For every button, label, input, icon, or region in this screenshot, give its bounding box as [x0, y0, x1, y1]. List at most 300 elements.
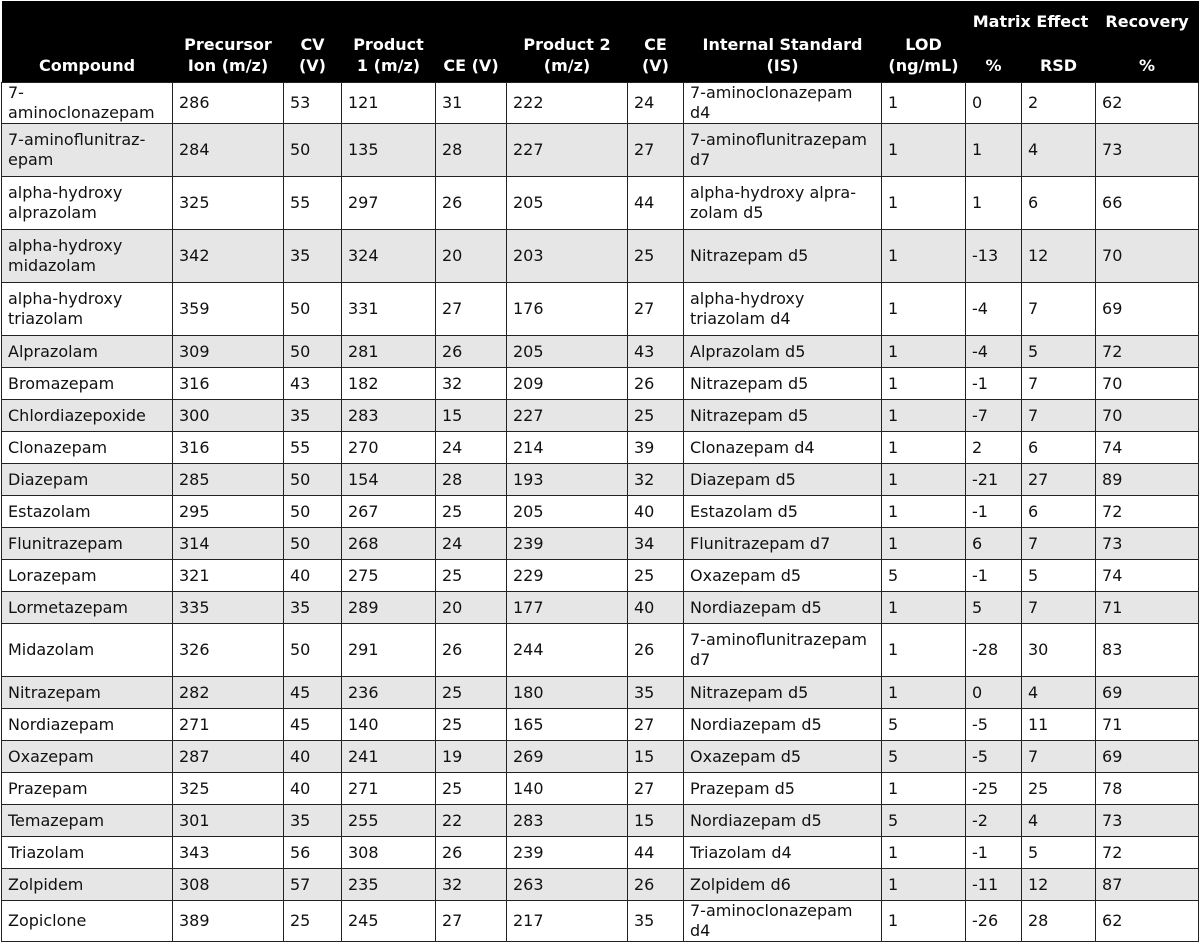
cell-cv: 53: [284, 83, 342, 124]
cell-product1: 331: [342, 283, 436, 336]
cell-matrix-pct: -28: [966, 624, 1022, 677]
cell-product2: 165: [507, 709, 628, 741]
cell-ce1: 28: [436, 464, 507, 496]
cell-lod: 1: [882, 283, 966, 336]
cell-ce1: 32: [436, 869, 507, 901]
cell-product1: 291: [342, 624, 436, 677]
cell-matrix-pct: 1: [966, 177, 1022, 230]
table-row: [2, 432, 1199, 464]
cell-product1: 241: [342, 741, 436, 773]
header-ce1: CE (V): [436, 1, 507, 83]
cell-precursor: 316: [173, 432, 284, 464]
table-row: [2, 283, 1199, 336]
cell-ce2: 44: [628, 177, 684, 230]
cell-ce2: 44: [628, 837, 684, 869]
cell-matrix-rsd: 6: [1022, 432, 1096, 464]
cell-lod: 1: [882, 432, 966, 464]
cell-product1: 283: [342, 400, 436, 432]
cell-internal-standard: Prazepam d5: [684, 773, 882, 805]
cell-product1: 308: [342, 837, 436, 869]
table-header: [2, 1, 1199, 83]
cell-recovery: 70: [1096, 230, 1199, 283]
cell-lod: 1: [882, 624, 966, 677]
cell-matrix-rsd: 7: [1022, 592, 1096, 624]
cell-product1: 140: [342, 709, 436, 741]
cell-ce1: 25: [436, 496, 507, 528]
cell-matrix-pct: -21: [966, 464, 1022, 496]
cell-matrix-pct: 2: [966, 432, 1022, 464]
header-internal-standard: Internal Standard (IS): [684, 1, 882, 83]
cell-precursor: 300: [173, 400, 284, 432]
cell-compound: 7-aminoflunitraz-epam: [2, 124, 173, 177]
cell-cv: 40: [284, 560, 342, 592]
header-lod: LOD (ng/mL): [882, 1, 966, 83]
table-row: [2, 624, 1199, 677]
cell-product2: 217: [507, 901, 628, 942]
cell-product2: 283: [507, 805, 628, 837]
cell-precursor: 271: [173, 709, 284, 741]
cell-matrix-rsd: 5: [1022, 837, 1096, 869]
cell-internal-standard: alpha-hydroxy triazolam d4: [684, 283, 882, 336]
cell-product2: 180: [507, 677, 628, 709]
cell-cv: 43: [284, 368, 342, 400]
cell-ce1: 25: [436, 709, 507, 741]
table-row: [2, 230, 1199, 283]
header-recovery: Recovery: [1096, 1, 1199, 32]
cell-product2: 229: [507, 560, 628, 592]
cell-product1: 135: [342, 124, 436, 177]
cell-internal-standard: Oxazepam d5: [684, 741, 882, 773]
cell-matrix-rsd: 7: [1022, 368, 1096, 400]
cell-ce1: 25: [436, 560, 507, 592]
cell-internal-standard: Flunitrazepam d7: [684, 528, 882, 560]
cell-product2: 239: [507, 528, 628, 560]
table-row: [2, 528, 1199, 560]
cell-compound: Lormetazepam: [2, 592, 173, 624]
header-cv: CV (V): [284, 1, 342, 83]
cell-precursor: 286: [173, 83, 284, 124]
header-product1: Product 1 (m/z): [342, 1, 436, 83]
cell-precursor: 335: [173, 592, 284, 624]
cell-matrix-rsd: 11: [1022, 709, 1096, 741]
cell-ce2: 25: [628, 400, 684, 432]
cell-precursor: 287: [173, 741, 284, 773]
cell-ce2: 32: [628, 464, 684, 496]
cell-product1: 268: [342, 528, 436, 560]
cell-recovery: 74: [1096, 560, 1199, 592]
cell-recovery: 69: [1096, 741, 1199, 773]
cell-ce2: 35: [628, 677, 684, 709]
cell-recovery: 78: [1096, 773, 1199, 805]
cell-ce2: 26: [628, 869, 684, 901]
cell-cv: 40: [284, 773, 342, 805]
cell-matrix-rsd: 7: [1022, 528, 1096, 560]
cell-product1: 267: [342, 496, 436, 528]
cell-precursor: 321: [173, 560, 284, 592]
cell-lod: 1: [882, 496, 966, 528]
cell-product1: 289: [342, 592, 436, 624]
cell-internal-standard: alpha-hydroxy alpra-zolam d5: [684, 177, 882, 230]
cell-product1: 297: [342, 177, 436, 230]
cell-product2: 214: [507, 432, 628, 464]
cell-cv: 40: [284, 741, 342, 773]
cell-ce1: 26: [436, 624, 507, 677]
cell-product2: 227: [507, 124, 628, 177]
table-row: [2, 773, 1199, 805]
cell-lod: 1: [882, 400, 966, 432]
cell-cv: 45: [284, 677, 342, 709]
cell-product2: 239: [507, 837, 628, 869]
cell-cv: 50: [284, 124, 342, 177]
cell-precursor: 282: [173, 677, 284, 709]
cell-recovery: 72: [1096, 496, 1199, 528]
cell-recovery: 62: [1096, 901, 1199, 942]
cell-cv: 35: [284, 400, 342, 432]
cell-matrix-pct: 1: [966, 124, 1022, 177]
table-row: [2, 837, 1199, 869]
table-row: [2, 560, 1199, 592]
cell-product2: 177: [507, 592, 628, 624]
cell-recovery: 70: [1096, 368, 1199, 400]
cell-matrix-pct: 6: [966, 528, 1022, 560]
cell-product2: 263: [507, 869, 628, 901]
cell-precursor: 309: [173, 336, 284, 368]
cell-ce1: 22: [436, 805, 507, 837]
cell-lod: 1: [882, 773, 966, 805]
cell-internal-standard: Diazepam d5: [684, 464, 882, 496]
cell-recovery: 73: [1096, 124, 1199, 177]
cell-internal-standard: Triazolam d4: [684, 837, 882, 869]
cell-ce1: 32: [436, 368, 507, 400]
cell-cv: 55: [284, 432, 342, 464]
table-row: [2, 805, 1199, 837]
cell-matrix-rsd: 30: [1022, 624, 1096, 677]
cell-ce2: 25: [628, 230, 684, 283]
cell-compound: Midazolam: [2, 624, 173, 677]
cell-matrix-rsd: 5: [1022, 560, 1096, 592]
cell-cv: 50: [284, 283, 342, 336]
cell-recovery: 72: [1096, 336, 1199, 368]
cell-lod: 5: [882, 709, 966, 741]
cell-internal-standard: Estazolam d5: [684, 496, 882, 528]
cell-ce2: 15: [628, 741, 684, 773]
cell-recovery: 71: [1096, 592, 1199, 624]
cell-product1: 182: [342, 368, 436, 400]
cell-product2: 193: [507, 464, 628, 496]
cell-matrix-rsd: 7: [1022, 283, 1096, 336]
cell-internal-standard: Nitrazepam d5: [684, 368, 882, 400]
cell-product1: 324: [342, 230, 436, 283]
cell-product1: 270: [342, 432, 436, 464]
cell-matrix-pct: -5: [966, 741, 1022, 773]
cell-matrix-pct: -1: [966, 368, 1022, 400]
cell-matrix-pct: -4: [966, 336, 1022, 368]
cell-precursor: 343: [173, 837, 284, 869]
cell-product2: 205: [507, 336, 628, 368]
cell-compound: Bromazepam: [2, 368, 173, 400]
cell-product2: 205: [507, 177, 628, 230]
cell-recovery: 69: [1096, 677, 1199, 709]
cell-product2: 140: [507, 773, 628, 805]
cell-ce2: 25: [628, 560, 684, 592]
cell-matrix-rsd: 12: [1022, 869, 1096, 901]
cell-precursor: 326: [173, 624, 284, 677]
cell-lod: 5: [882, 560, 966, 592]
table-row: [2, 592, 1199, 624]
cell-ce2: 15: [628, 805, 684, 837]
cell-ce1: 25: [436, 773, 507, 805]
cell-compound: Estazolam: [2, 496, 173, 528]
cell-internal-standard: 7-aminoflunitrazepam d7: [684, 124, 882, 177]
cell-product1: 245: [342, 901, 436, 942]
cell-compound: Diazepam: [2, 464, 173, 496]
cell-ce1: 24: [436, 528, 507, 560]
cell-ce1: 26: [436, 177, 507, 230]
cell-compound: Zolpidem: [2, 869, 173, 901]
table-row: [2, 336, 1199, 368]
cell-lod: 1: [882, 368, 966, 400]
cell-ce2: 40: [628, 592, 684, 624]
cell-compound: alpha-hydroxy midazolam: [2, 230, 173, 283]
cell-internal-standard: Nitrazepam d5: [684, 400, 882, 432]
cell-internal-standard: Nordiazepam d5: [684, 709, 882, 741]
cell-lod: 1: [882, 901, 966, 942]
cell-lod: 1: [882, 124, 966, 177]
table-row: [2, 368, 1199, 400]
cell-compound: Zopiclone: [2, 901, 173, 942]
header-recovery-pct: %: [1096, 32, 1199, 83]
compound-table: [1, 1, 1199, 942]
cell-internal-standard: 7-aminoclonazepam d4: [684, 901, 882, 942]
cell-lod: 1: [882, 336, 966, 368]
cell-product2: 203: [507, 230, 628, 283]
cell-precursor: 389: [173, 901, 284, 942]
cell-lod: 1: [882, 464, 966, 496]
cell-compound: Nitrazepam: [2, 677, 173, 709]
cell-ce1: 20: [436, 592, 507, 624]
cell-compound: alpha-hydroxy alprazolam: [2, 177, 173, 230]
cell-product2: 209: [507, 368, 628, 400]
cell-product2: 227: [507, 400, 628, 432]
cell-product1: 154: [342, 464, 436, 496]
cell-product1: 275: [342, 560, 436, 592]
cell-matrix-pct: 5: [966, 592, 1022, 624]
cell-ce2: 27: [628, 124, 684, 177]
cell-cv: 50: [284, 528, 342, 560]
table-row: [2, 83, 1199, 124]
cell-matrix-rsd: 6: [1022, 177, 1096, 230]
cell-precursor: 284: [173, 124, 284, 177]
cell-ce1: 20: [436, 230, 507, 283]
cell-cv: 50: [284, 624, 342, 677]
cell-precursor: 314: [173, 528, 284, 560]
cell-ce2: 35: [628, 901, 684, 942]
cell-internal-standard: Alprazolam d5: [684, 336, 882, 368]
table-row: [2, 177, 1199, 230]
cell-ce1: 27: [436, 901, 507, 942]
cell-precursor: 301: [173, 805, 284, 837]
cell-internal-standard: Nitrazepam d5: [684, 677, 882, 709]
table-row: [2, 901, 1199, 942]
cell-product1: 255: [342, 805, 436, 837]
cell-compound: Temazepam: [2, 805, 173, 837]
cell-ce2: 27: [628, 709, 684, 741]
cell-compound: Oxazepam: [2, 741, 173, 773]
table-row: [2, 496, 1199, 528]
cell-matrix-rsd: 4: [1022, 805, 1096, 837]
table-body: [2, 83, 1199, 942]
header-matrix-effect: Matrix Effect: [966, 1, 1096, 32]
cell-cv: 50: [284, 464, 342, 496]
cell-ce2: 39: [628, 432, 684, 464]
cell-matrix-rsd: 7: [1022, 400, 1096, 432]
cell-matrix-pct: -4: [966, 283, 1022, 336]
cell-lod: 1: [882, 677, 966, 709]
cell-internal-standard: Nordiazepam d5: [684, 592, 882, 624]
cell-matrix-pct: -7: [966, 400, 1022, 432]
header-precursor: Precursor Ion (m/z): [173, 1, 284, 83]
cell-ce1: 26: [436, 336, 507, 368]
cell-ce1: 15: [436, 400, 507, 432]
cell-matrix-pct: -26: [966, 901, 1022, 942]
cell-compound: Prazepam: [2, 773, 173, 805]
cell-product1: 235: [342, 869, 436, 901]
cell-compound: Clonazepam: [2, 432, 173, 464]
cell-recovery: 62: [1096, 83, 1199, 124]
cell-ce1: 26: [436, 837, 507, 869]
cell-internal-standard: Zolpidem d6: [684, 869, 882, 901]
cell-product2: 244: [507, 624, 628, 677]
cell-precursor: 342: [173, 230, 284, 283]
cell-compound: Chlordiazepoxide: [2, 400, 173, 432]
cell-matrix-pct: -1: [966, 837, 1022, 869]
cell-compound: Flunitrazepam: [2, 528, 173, 560]
cell-cv: 25: [284, 901, 342, 942]
cell-product1: 121: [342, 83, 436, 124]
cell-recovery: 70: [1096, 400, 1199, 432]
cell-matrix-pct: -13: [966, 230, 1022, 283]
cell-matrix-pct: -11: [966, 869, 1022, 901]
cell-lod: 1: [882, 230, 966, 283]
table-row: [2, 741, 1199, 773]
cell-matrix-rsd: 2: [1022, 83, 1096, 124]
table-row: [2, 400, 1199, 432]
cell-ce2: 24: [628, 83, 684, 124]
cell-matrix-rsd: 5: [1022, 336, 1096, 368]
cell-matrix-rsd: 4: [1022, 124, 1096, 177]
header-compound: Compound: [2, 1, 173, 83]
cell-lod: 1: [882, 177, 966, 230]
cell-precursor: 285: [173, 464, 284, 496]
cell-compound: 7-aminoclonazepam: [2, 83, 173, 124]
cell-cv: 56: [284, 837, 342, 869]
cell-cv: 57: [284, 869, 342, 901]
cell-cv: 55: [284, 177, 342, 230]
header-ce2: CE (V): [628, 1, 684, 83]
cell-matrix-rsd: 12: [1022, 230, 1096, 283]
cell-cv: 50: [284, 496, 342, 528]
table-row: [2, 869, 1199, 901]
cell-compound: Lorazepam: [2, 560, 173, 592]
cell-ce1: 28: [436, 124, 507, 177]
cell-ce2: 27: [628, 773, 684, 805]
cell-precursor: 325: [173, 177, 284, 230]
header-matrix-pct: %: [966, 32, 1022, 83]
cell-matrix-rsd: 7: [1022, 741, 1096, 773]
cell-recovery: 73: [1096, 805, 1199, 837]
cell-recovery: 69: [1096, 283, 1199, 336]
cell-internal-standard: Nordiazepam d5: [684, 805, 882, 837]
cell-ce2: 27: [628, 283, 684, 336]
cell-ce2: 43: [628, 336, 684, 368]
cell-product2: 205: [507, 496, 628, 528]
cell-product2: 269: [507, 741, 628, 773]
cell-matrix-rsd: 28: [1022, 901, 1096, 942]
cell-matrix-pct: -25: [966, 773, 1022, 805]
cell-matrix-rsd: 27: [1022, 464, 1096, 496]
cell-internal-standard: Nitrazepam d5: [684, 230, 882, 283]
cell-ce1: 19: [436, 741, 507, 773]
cell-product2: 222: [507, 83, 628, 124]
cell-ce2: 26: [628, 624, 684, 677]
cell-recovery: 87: [1096, 869, 1199, 901]
cell-ce1: 24: [436, 432, 507, 464]
cell-product2: 176: [507, 283, 628, 336]
cell-matrix-pct: 0: [966, 83, 1022, 124]
cell-internal-standard: 7-aminoclonazepam d4: [684, 83, 882, 124]
cell-cv: 35: [284, 592, 342, 624]
cell-recovery: 74: [1096, 432, 1199, 464]
table-row: [2, 464, 1199, 496]
header-matrix-rsd: RSD: [1022, 32, 1096, 83]
table-row: [2, 677, 1199, 709]
cell-cv: 35: [284, 230, 342, 283]
cell-internal-standard: 7-aminoflunitrazepam d7: [684, 624, 882, 677]
cell-lod: 1: [882, 837, 966, 869]
cell-lod: 5: [882, 805, 966, 837]
cell-lod: 1: [882, 83, 966, 124]
cell-precursor: 359: [173, 283, 284, 336]
cell-lod: 5: [882, 741, 966, 773]
cell-precursor: 308: [173, 869, 284, 901]
cell-recovery: 66: [1096, 177, 1199, 230]
cell-ce2: 34: [628, 528, 684, 560]
cell-ce2: 40: [628, 496, 684, 528]
cell-recovery: 83: [1096, 624, 1199, 677]
cell-matrix-rsd: 6: [1022, 496, 1096, 528]
cell-lod: 1: [882, 592, 966, 624]
cell-compound: alpha-hydroxy triazolam: [2, 283, 173, 336]
cell-compound: Alprazolam: [2, 336, 173, 368]
cell-matrix-pct: -1: [966, 496, 1022, 528]
cell-product1: 236: [342, 677, 436, 709]
cell-lod: 1: [882, 528, 966, 560]
cell-matrix-rsd: 25: [1022, 773, 1096, 805]
cell-internal-standard: Clonazepam d4: [684, 432, 882, 464]
cell-recovery: 72: [1096, 837, 1199, 869]
cell-matrix-pct: -2: [966, 805, 1022, 837]
table-row: [2, 709, 1199, 741]
cell-precursor: 295: [173, 496, 284, 528]
cell-internal-standard: Oxazepam d5: [684, 560, 882, 592]
cell-matrix-pct: 0: [966, 677, 1022, 709]
cell-product1: 271: [342, 773, 436, 805]
cell-matrix-rsd: 4: [1022, 677, 1096, 709]
cell-product1: 281: [342, 336, 436, 368]
cell-lod: 1: [882, 869, 966, 901]
cell-matrix-pct: -5: [966, 709, 1022, 741]
table-row: [2, 124, 1199, 177]
